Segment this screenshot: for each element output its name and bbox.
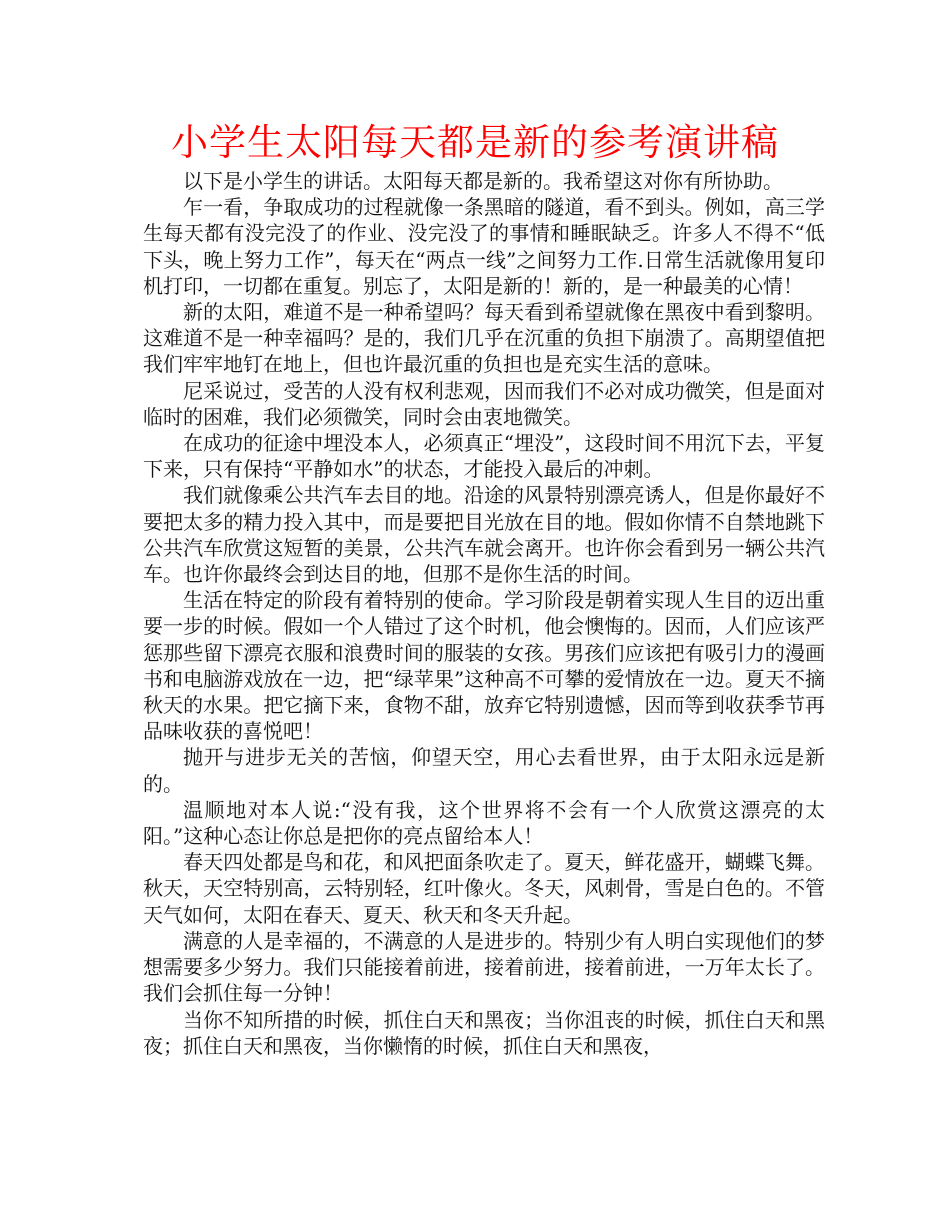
paragraph: 抛开与进步无关的苦恼，仰望天空，用心去看世界，由于太阳永远是新的。 xyxy=(143,745,825,796)
paragraph: 我们就像乘公共汽车去目的地。沿途的风景特别漂亮诱人，但是你最好不要把太多的精力投入其中，而是要把目光放在目的地。假如你情不自禁地跳下公共汽车欣赏这短暂的美景，公共汽车就会离开。也许你会看到另一辆公共汽车。也许你最终会到达目的地，但那不是你生活的时间。 xyxy=(143,483,825,587)
paragraph: 乍一看，争取成功的过程就像一条黑暗的隧道，看不到头。例如，高三学生每天都有没完没了的作业、没完没了的事情和睡眠缺乏。许多人不得不“低下头，晚上努力工作”，每天在“两点一线”之间努力工作.日常生活就像用复印机打印，一切都在重复。别忘了，太阳是新的！新的，是一种最美的心情！ xyxy=(143,195,825,298)
paragraph: 尼采说过，受苦的人没有权利悲观，因而我们不必对成功微笑，但是面对临时的困难，我们必须微笑，同时会由衷地微笑。 xyxy=(143,378,825,429)
paragraph: 满意的人是幸福的，不满意的人是进步的。特别少有人明白实现他们的梦想需要多少努力。我们只能接着前进，接着前进，接着前进，一万年太长了。我们会抓住每一分钟！ xyxy=(143,928,825,1006)
paragraph: 新的太阳，难道不是一种希望吗？每天看到希望就像在黑夜中看到黎明。这难道不是一种幸福吗？是的，我们几乎在沉重的负担下崩溃了。高期望值把我们牢牢地钉在地上，但也许最沉重的负担也是充实生活的意味。 xyxy=(143,300,825,377)
paragraph: 在成功的征途中埋没本人，必须真正“埋没”，这段时间不用沉下去，平复下来，只有保持“平静如水”的状态，才能投入最后的冲刺。 xyxy=(143,431,825,482)
paragraph: 当你不知所措的时候，抓住白天和黑夜；当你沮丧的时候，抓住白天和黑夜；抓住白天和黑夜，当你懒惰的时候，抓住白天和黑夜， xyxy=(143,1007,825,1058)
paragraph: 春天四处都是鸟和花，和风把面条吹走了。夏天，鲜花盛开，蝴蝶飞舞。秋天，天空特别高，云特别轻，红叶像火。冬天，风刺骨，雪是白色的。不管天气如何，太阳在春天、夏天、秋天和冬天升起。 xyxy=(143,850,825,927)
document-body xyxy=(143,168,825,1059)
paragraph: 生活在特定的阶段有着特别的使命。学习阶段是朝着实现人生目的迈出重要一步的时候。假如一个人错过了这个时机，他会懊悔的。因而，人们应该严惩那些留下漂亮衣服和浪费时间的服装的女孩。男孩们应该把有吸引力的漫画书和电脑游戏放在一边，把“绿苹果”这种高不可攀的爱情放在一边。夏天不摘秋天的水果。把它摘下来，食物不甜，放弃它特别遗憾，因而等到收获季节再品味收获的喜悦吧！ xyxy=(143,588,825,744)
document-title: 小学生太阳每天都是新的参考演讲稿 xyxy=(171,121,779,164)
paragraph: 温顺地对本人说:“没有我，这个世界将不会有一个人欣赏这漂亮的太阳。”这种心态让你总是把你的亮点留给本人！ xyxy=(143,797,825,849)
paragraph: 以下是小学生的讲话。太阳每天都是新的。我希望这对你有所协助。 xyxy=(183,169,783,193)
